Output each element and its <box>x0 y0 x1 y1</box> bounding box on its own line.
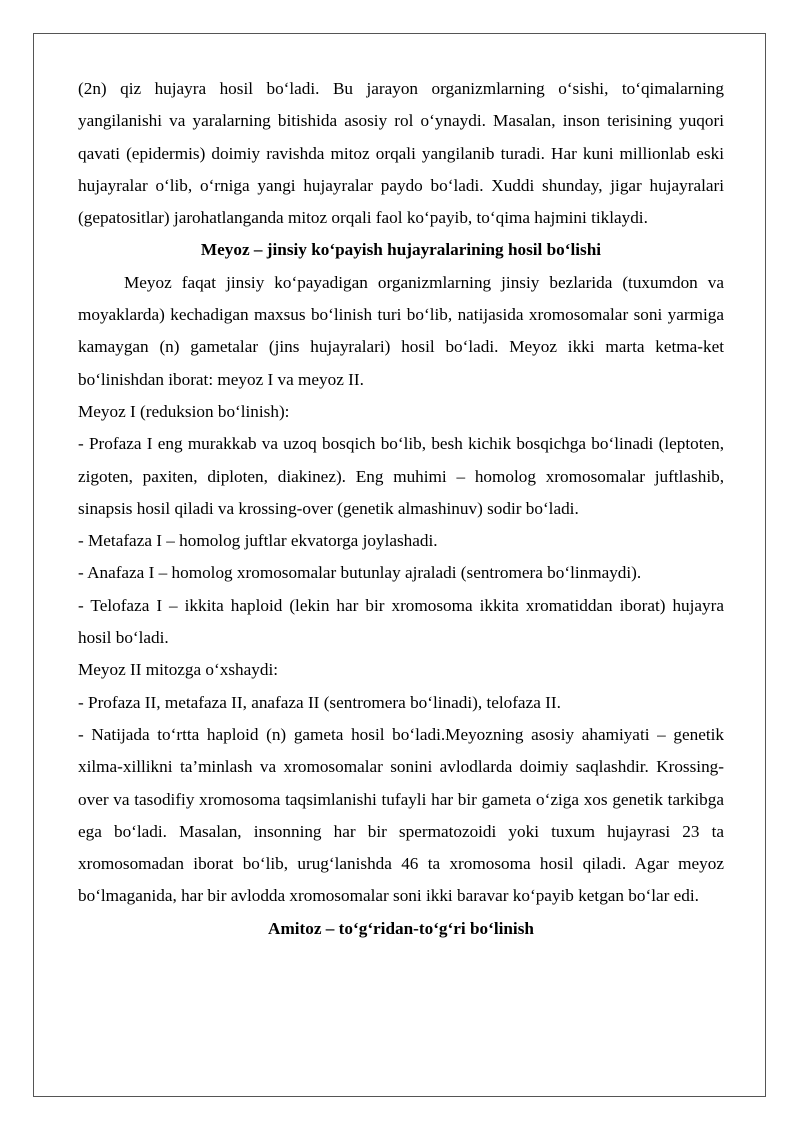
list-item-telophase-1: - Telofaza I – ikkita haploid (lekin har bir xromosoma ikkita xromatiddan iborat) hujayra hosil bo‘ladi. <box>78 595 724 648</box>
paragraph-meiosis-result: - Natijada to‘rtta haploid (n) gameta hosil bo‘ladi.Meyozning asosiy ahamiyati – genetik xilma-xillikni ta’minlash va xromosomalar sonini avlodlarda doimiy saqlashdir. Krossing-over va tasodifiy xromosoma taqsimlanishi tufayli har bir gameta o‘ziga xos genetik tarkibga ega bo‘ladi. Masalan, insonning har bir spermatozoidi yoki tuxum hujayrasi 23 ta xromosomadan iborat bo‘lib, urug‘lanishda 46 ta xromosoma hosil qiladi. Agar meyoz bo‘lmaganida, har bir avlodda xromosomalar soni ikki baravar ko‘payib ketgan bo‘lar edi. <box>78 724 724 906</box>
list-item-metaphase-1: - Metafaza I – homolog juftlar ekvatorga joylashadi. <box>78 531 438 551</box>
list-item-anaphase-1: - Anafaza I – homolog xromosomalar butunlay ajraladi (sentromera bo‘linmaydi). <box>78 563 642 583</box>
list-item-prophase-1: - Profaza I eng murakkab va uzoq bosqich bo‘lib, besh kichik bosqichga bo‘linadi (leptoten, zigoten, paxiten, diploten, diakinez). Eng muhimi – homolog xromosomalar juftlashib, sinapsis hosil qiladi va krossing-over (genetik almashinuv) sodir bo‘ladi. <box>78 434 724 518</box>
paragraph-meiosis-1-title: Meyoz I (reduksion bo‘linish): <box>78 401 290 421</box>
paragraph-meiosis-intro: Meyoz faqat jinsiy ko‘payadigan organizmlarning jinsiy bezlarida (tuxumdon va moyaklarda) kechadigan maxsus bo‘linish turi bo‘lib, natijasida xromosomalar soni yarmiga kamaygan (n) gametalar (jins hujayralari) hosil bo‘ladi. Meyoz ikki marta ketma-ket bo‘linishdan iborat: meyoz I va meyoz II. <box>78 272 724 389</box>
document-body <box>78 73 724 945</box>
paragraph-mitosis-end: (2n) qiz hujayra hosil bo‘ladi. Bu jarayon organizmlarning o‘sishi, to‘qimalarning yangilanishi va yaralarning bitishida asosiy rol o‘ynaydi. Masalan, inson terisining yuqori qavati (epidermis) doimiy ravishda mitoz orqali yangilanib turadi. Har kuni millionlab eski hujayralar o‘lib, o‘rniga yangi hujayralar paydo bo‘ladi. Xuddi shunday, jigar hujayralari (gepatositlar) jarohatlanganda mitoz orqali faol ko‘payib, to‘qima hajmini tiklaydi. <box>78 79 724 228</box>
heading-meiosis: Meyoz – jinsiy ko‘payish hujayralarining hosil bo‘lishi <box>200 240 602 260</box>
heading-amitosis: Amitoz – to‘g‘ridan-to‘g‘ri bo‘linish <box>268 918 534 938</box>
list-item-meiosis-2-phases: - Profaza II, metafaza II, anafaza II (sentromera bo‘linadi), telofaza II. <box>78 692 561 712</box>
paragraph-meiosis-2-title: Meyoz II mitozga o‘xshaydi: <box>78 660 278 680</box>
